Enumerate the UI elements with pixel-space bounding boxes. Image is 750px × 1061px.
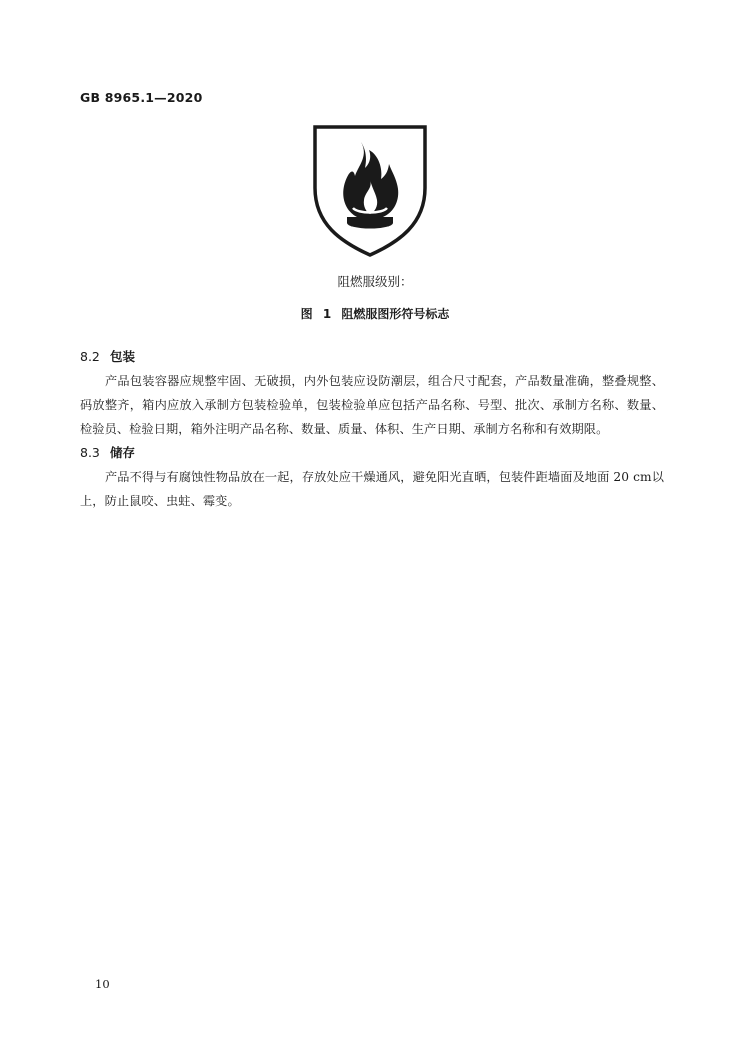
figure-caption: 图 1 阻燃服图形符号标志 [300,307,450,321]
standard-code: GB 8965.1—2020 [80,90,203,105]
section-number: 8.2 [80,349,100,364]
section-title: 包装 [110,349,136,364]
section-title: 储存 [110,445,136,460]
section-paragraph-packaging: 产品包装容器应规整牢固、无破损，内外包装应设防潮层，组合尺寸配套，产品数量准确，整叠规整、码放整齐，箱内应放入承制方包装检验单，包装检验单应包括产品名称、号型、批次、承制方名称、数量、检验员、检验日期，箱外注明产品名称、数量、质量、体积、生产日期、承制方名称和有效期限。 [80,374,664,436]
flame-shield-icon [311,124,429,258]
page-number: 10 [95,977,110,991]
section-number: 8.3 [80,445,100,460]
section-heading-packaging [80,347,135,365]
section-paragraph-storage: 产品不得与有腐蚀性物品放在一起，存放处应干燥通风，避免阳光直晒，包装件距墙面及地面 20 cm以上，防止鼠咬、虫蛀、霉变。 [80,470,664,508]
flame-retardant-grade-label: 阻燃服级别： [337,274,413,289]
section-heading-storage [80,443,135,461]
